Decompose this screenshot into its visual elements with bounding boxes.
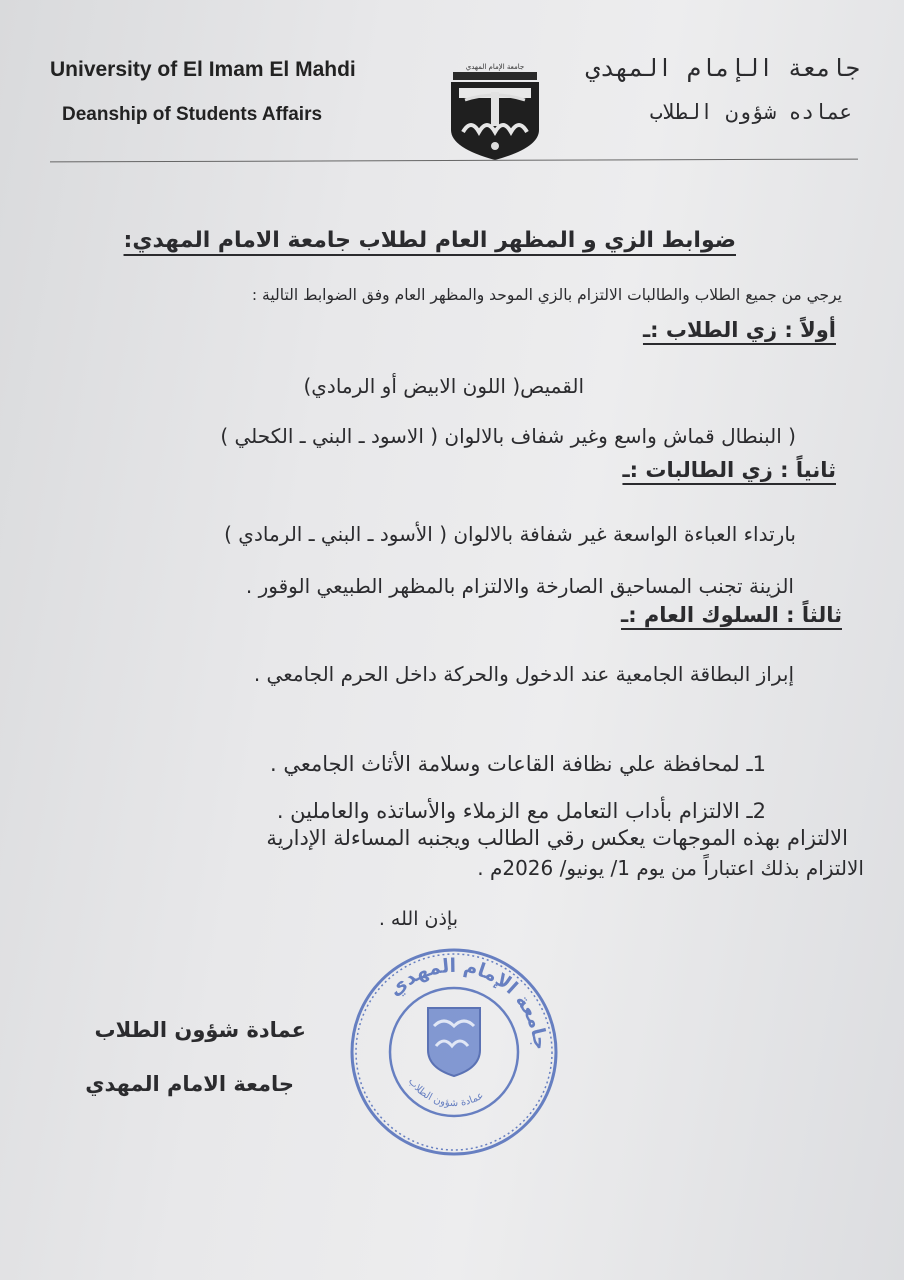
document-title: ضوابط الزي و المظهر العام لطلاب جامعة الامام المهدي: xyxy=(123,228,736,253)
closing-statement: الالتزام بهذه الموجهات يعكس رقي الطالب ويجنبه المساءلة الإدارية xyxy=(266,826,848,850)
crest-text: جامعة الإمام المهدي xyxy=(465,63,525,71)
arabic-university-name: جامعة الإمام المهدي xyxy=(585,54,860,82)
effective-date-line: الالتزام بذلك اعتباراً من يوم 1/ يونيو/ 2026م . xyxy=(477,856,864,880)
closing-blessing: بإذن الله . xyxy=(378,908,458,930)
section-heading-female-uniform: ثانياً : زي الطالبات :ـ xyxy=(622,458,836,482)
conduct-item-cleanliness: 1ـ لمحافظة علي نظافة القاعات وسلامة الأثاث الجامعي . xyxy=(270,752,766,776)
official-stamp-icon xyxy=(348,946,560,1158)
university-crest-icon xyxy=(445,60,545,164)
female-uniform-abaya: بارتداء العباءة الواسعة غير شفافة بالالوان ( الأسود ـ البني ـ الرمادي ) xyxy=(224,522,796,546)
signature-deanship: عمادة شؤون الطلاب xyxy=(94,1018,306,1042)
english-deanship-name: Deanship of Students Affairs xyxy=(62,104,323,125)
stamp-ring-text: جامعة الإمام المهدي xyxy=(384,954,552,1051)
conduct-id-card: إبراز البطاقة الجامعية عند الدخول والحركة داخل الحرم الجامعي . xyxy=(253,662,794,686)
intro-paragraph: يرجي من جميع الطلاب والطالبات الالتزام بالزي الموحد والمظهر العام وفق الضوابط التالية : xyxy=(251,286,842,304)
section-heading-male-uniform: أولاً : زي الطلاب :ـ xyxy=(642,318,836,342)
conduct-item-etiquette: 2ـ الالتزام بأداب التعامل مع الزملاء والأساتذه والعاملين . xyxy=(276,799,766,823)
female-uniform-makeup: الزينة تجنب المساحيق الصارخة والالتزام بالمظهر الطبيعي الوقور . xyxy=(245,574,794,598)
signature-university: جامعة الامام المهدي xyxy=(85,1072,294,1096)
stamp-inner-text: عمادة شؤون الطلاب xyxy=(405,1076,486,1110)
english-university-name: University of El Imam El Mahdi xyxy=(50,58,356,81)
male-uniform-trousers: ( البنطال قماش واسع وغير شفاف بالالوان ( الاسود ـ البني ـ الكحلي ) xyxy=(220,424,796,448)
section-heading-general-conduct: ثالثاً : السلوك العام :ـ xyxy=(621,603,842,627)
arabic-deanship-name: عماده شؤون الطلاب xyxy=(649,100,852,124)
male-uniform-shirt: القميص( اللون الابيض أو الرمادي) xyxy=(303,374,584,398)
